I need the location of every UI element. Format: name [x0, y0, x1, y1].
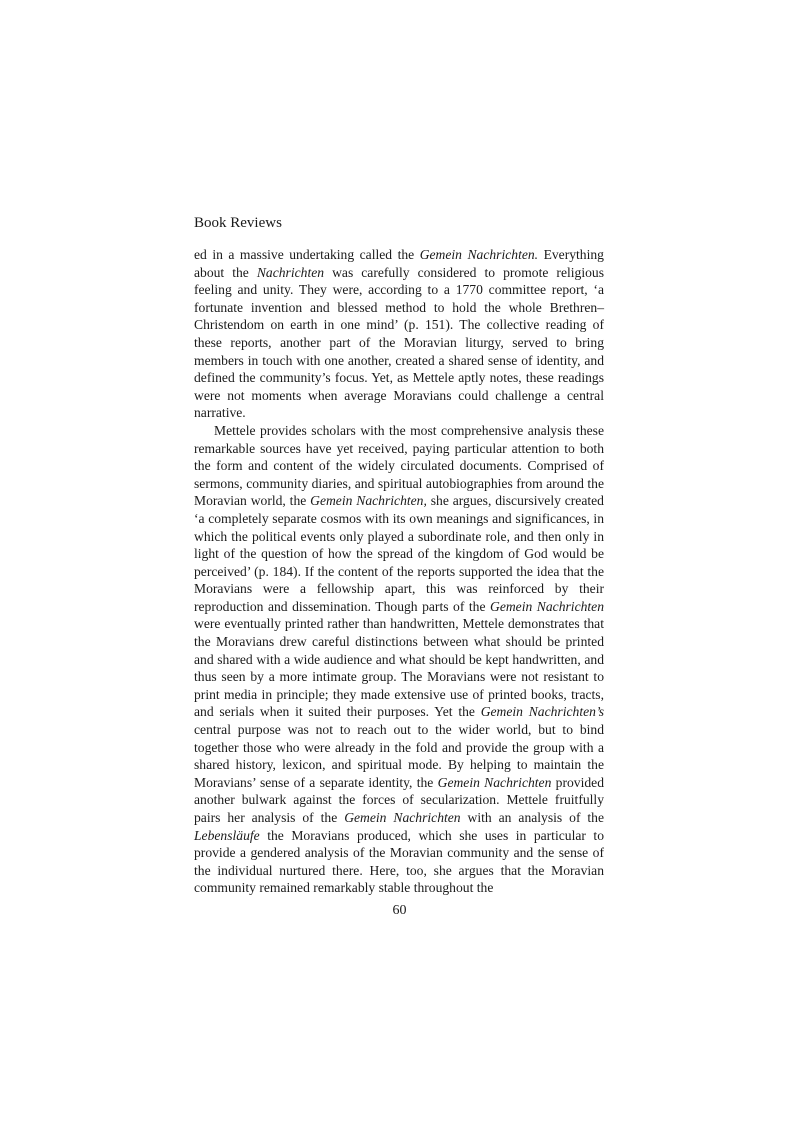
text-segment-italic: Gemein Nachrichten.: [419, 247, 539, 262]
text-segment-italic: Nachrichten: [256, 264, 325, 280]
page-number: 60: [392, 903, 407, 918]
text-segment-italic: Lebensläufe: [194, 827, 260, 843]
paragraph-1: [194, 246, 604, 422]
text-segment: central purpose was not to reach out to the wider world, but to bind together those who were already in the fold and provide the group with a shared history, lexicon, and spiritual mode. By helping to maintain the Moravians’ sense of a separate identity, the: [194, 722, 604, 790]
text-segment: ed in a massive undertaking called the: [194, 247, 420, 262]
paragraph-2: [194, 422, 604, 897]
text-segment-italic: Gemein Nachrichten: [490, 598, 605, 614]
text-segment: was carefully considered to promote religious feeling and unity. They were, according to a 1770 committee report, ‘a fortunate invention and blessed method to hold the whole Brethren–Christendom on earth in one mind’ (p. 151). The collective reading of these reports, another part of the Moravian liturgy, served to bring members in touch with one another, created a shared sense of identity, and defined the community’s focus. Yet, as Mettele aptly notes, these readings were not moments when average Moravians could challenge a central narrative.: [194, 264, 604, 421]
text-segment: provided another bulwark against the forces of secularization. Mettele fruitfully pairs her analysis of the: [194, 774, 604, 825]
text-segment: she argues, discursively created ‘a completely separate cosmos with its own meanings and significances, in which the political events only played a subordinate role, and then only in light of the question of how the spread of the kingdom of God would be perceived’ (p. 184). If the content of the reports supported the idea that the Moravians were a fellowship apart, this was reinforced by their reproduction and dissemination. Though parts of the: [194, 493, 604, 614]
body-text: [194, 246, 604, 897]
text-segment: Mettele provides scholars with the most comprehensive analysis these remarkable sources have yet received, paying particular attention to both the form and content of the widely circulated documents. Comprised of sermons, community diaries, and spiritual autobiographies from around the Moravian world, the: [194, 422, 604, 509]
text-segment: the Moravians produced, which she uses in particular to provide a gendered analysis of the Moravian community and the sense of the individual nurtured there. Here, too, she argues that the Moravian community remained remarkably stable throughout the: [194, 827, 604, 896]
text-segment-italic: Gemein Nachrichten: [437, 774, 552, 790]
text-segment-italic: Gemein Nachrichten,: [310, 493, 427, 509]
text-segment: were eventually printed rather than handwritten, Mettele demonstrates that the Moravians drew careful distinctions between what should be printed and shared with a wide audience and what should be kept handwritten, and thus seen by a more intimate group. The Moravians were not resistant to print media in principle; they made extensive use of printed books, tracts, and serials when it suited their purposes. Yet the: [194, 616, 604, 720]
running-head: Book Reviews: [194, 215, 282, 231]
text-segment: with an analysis of the: [460, 810, 605, 825]
text-segment-italic: Gemein Nachrichten’s: [480, 704, 605, 720]
text-segment-italic: Gemein Nachrichten: [344, 810, 461, 825]
text-segment: Everything about the: [194, 247, 604, 280]
